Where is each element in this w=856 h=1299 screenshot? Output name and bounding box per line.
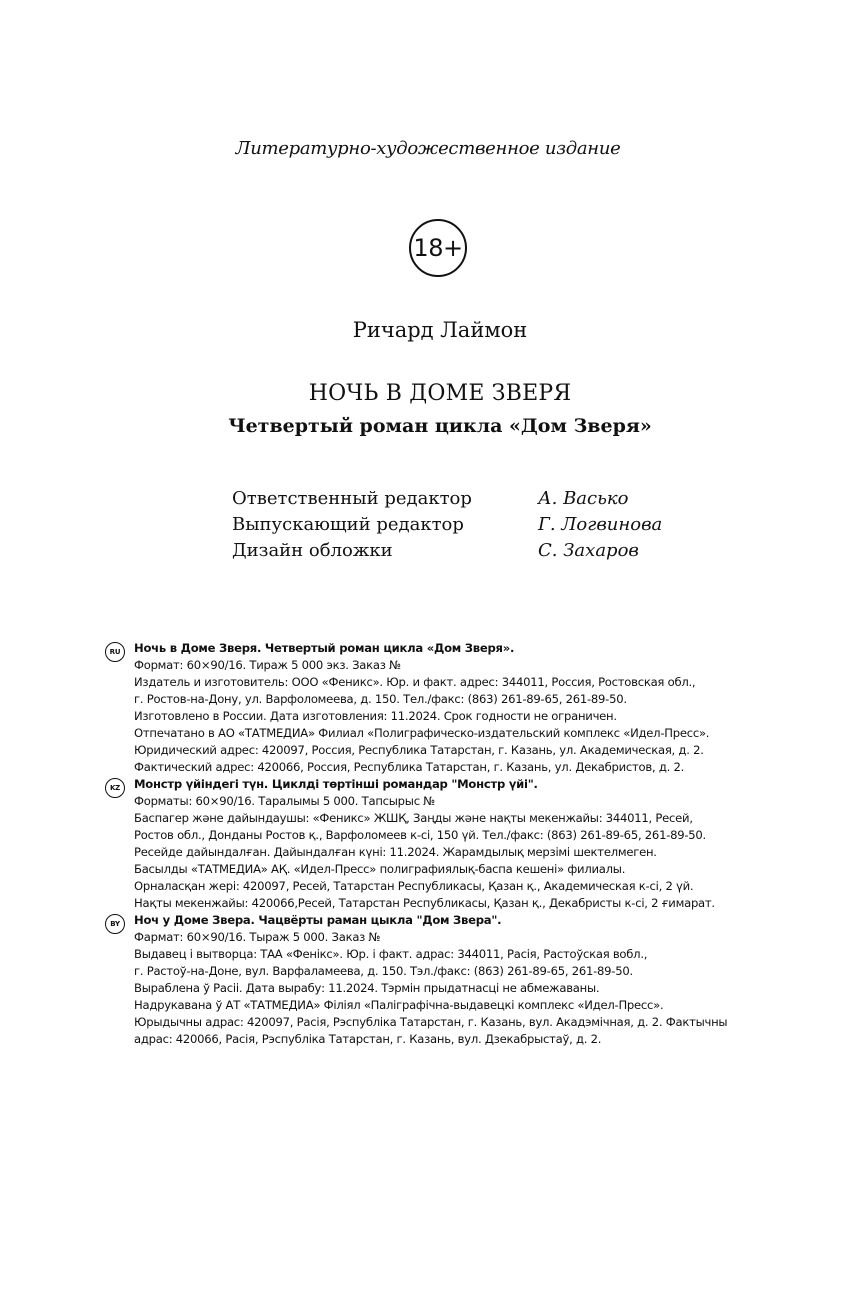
- imprint-block-ru: [105, 640, 805, 776]
- imprint-line: Ростов обл., Донданы Ростов қ., Варфоломеев к-сі, 150 үй. Тел./факс: (863) 261-89-65, 261-89-50.: [134, 828, 706, 842]
- imprint-line: Выраблена ў Расіі. Дата вырабу: 11.2024. Тэрмін прыдатнасці не абмежаваны.: [134, 981, 600, 995]
- book-title: НОЧЬ В ДОМЕ ЗВЕРЯ: [308, 381, 572, 406]
- credit-name: Г. Логвинова: [538, 514, 663, 535]
- imprint-line: Надрукавана ў АТ «ТАТМЕДИА» Філіял «Паліграфічна-выдавецкі комплекс «Идел-Пресс».: [134, 998, 664, 1012]
- imprint-line: Выдавец і вытворца: ТАА «Фенікс». Юр. і факт. адрас: 344011, Расія, Растоўская вобл.,: [134, 947, 648, 961]
- book-subtitle: Четвертый роман цикла «Дом Зверя»: [228, 415, 652, 437]
- edition-type-label: Литературно-художественное издание: [235, 138, 621, 159]
- imprint-line: Изготовлено в России. Дата изготовления: 11.2024. Срок годности не ограничен.: [134, 709, 617, 723]
- credit-name: С. Захаров: [538, 540, 639, 561]
- imprint-line: г. Ростов-на-Дону, ул. Варфоломеева, д. 150. Тел./факс: (863) 261-89-65, 261-89-50.: [134, 692, 627, 706]
- imprint-line: адрас: 420066, Расія, Рэспубліка Татарстан, г. Казань, вул. Дзекабрыстаў, д. 2.: [134, 1032, 602, 1046]
- imprint-line: г. Растоў-на-Доне, вул. Варфаламеева, д. 150. Тэл./факс: (863) 261-89-65, 261-89-50.: [134, 964, 633, 978]
- credits-list: [232, 486, 672, 564]
- imprint-line: Фармат: 60×90/16. Тыраж 5 000. Заказ №: [134, 930, 381, 944]
- language-badge-by: BY: [105, 914, 125, 934]
- credit-row: [232, 538, 672, 564]
- imprint-line: Монстр үйіндегі түн. Циклді төртінші романдар "Монстр үйі".: [134, 777, 538, 791]
- credit-role: Ответственный редактор: [232, 488, 472, 509]
- imprint-section: [105, 640, 805, 1048]
- credit-role: Дизайн обложки: [232, 540, 393, 561]
- credit-role: Выпускающий редактор: [232, 514, 464, 535]
- imprint-line: Нақты мекенжайы: 420066,Ресей, Татарстан Республикасы, Қазан қ., Декабристы к-сі, 2 ғимарат.: [134, 896, 715, 910]
- imprint-line: Баспагер және дайындаушы: «Феникс» ЖШҚ, Заңды және нақты мекенжайы: 344011, Ресей,: [134, 811, 693, 825]
- imprint-block-kz: [105, 776, 805, 912]
- imprint-line: Ноч у Доме Звера. Чацвёрты раман цыкла "Дом Звера".: [134, 913, 502, 927]
- imprint-line: Форматы: 60×90/16. Таралымы 5 000. Тапсырыс №: [134, 794, 436, 808]
- imprint-line: Формат: 60×90/16. Тираж 5 000 экз. Заказ №: [134, 658, 401, 672]
- imprint-line: Отпечатано в АО «ТАТМЕДИА» Филиал «Полиграфическо-издательский комплекс «Идел-Пресс».: [134, 726, 710, 740]
- age-rating-badge: 18+: [409, 219, 467, 277]
- imprint-line: Фактический адрес: 420066, Россия, Республика Татарстан, г. Казань, ул. Декабристов, д. 2.: [134, 760, 685, 774]
- imprint-line: Юрыдычны адрас: 420097, Расія, Рэспубліка Татарстан, г. Казань, вул. Акадэмічная, д. 2. Фактычны: [134, 1015, 728, 1029]
- imprint-line: Юридический адрес: 420097, Россия, Республика Татарстан, г. Казань, ул. Академическая, д. 2.: [134, 743, 704, 757]
- language-badge-ru: RU: [105, 642, 125, 662]
- credit-name: А. Васько: [538, 488, 629, 509]
- imprint-line: Издатель и изготовитель: ООО «Феникс». Юр. и факт. адрес: 344011, Россия, Ростовская обл.,: [134, 675, 696, 689]
- imprint-line: Орналасқан жері: 420097, Ресей, Татарстан Республикасы, Қазан қ., Академическая к-сі, 2 үй.: [134, 879, 694, 893]
- author-name: Ричард Лаймон: [352, 318, 528, 342]
- language-badge-kz: KZ: [105, 778, 125, 798]
- credit-row: [232, 486, 672, 512]
- credit-row: [232, 512, 672, 538]
- imprint-line: Басылды «ТАТМЕДИА» АҚ. «Идел-Пресс» полиграфиялық-баспа кешені» филиалы.: [134, 862, 626, 876]
- imprint-block-by: [105, 912, 805, 1048]
- imprint-line: Ресейде дайындалған. Дайындалған күні: 11.2024. Жарамдылық мерзімі шектелмеген.: [134, 845, 657, 859]
- imprint-line: Ночь в Доме Зверя. Четвертый роман цикла «Дом Зверя».: [134, 641, 515, 655]
